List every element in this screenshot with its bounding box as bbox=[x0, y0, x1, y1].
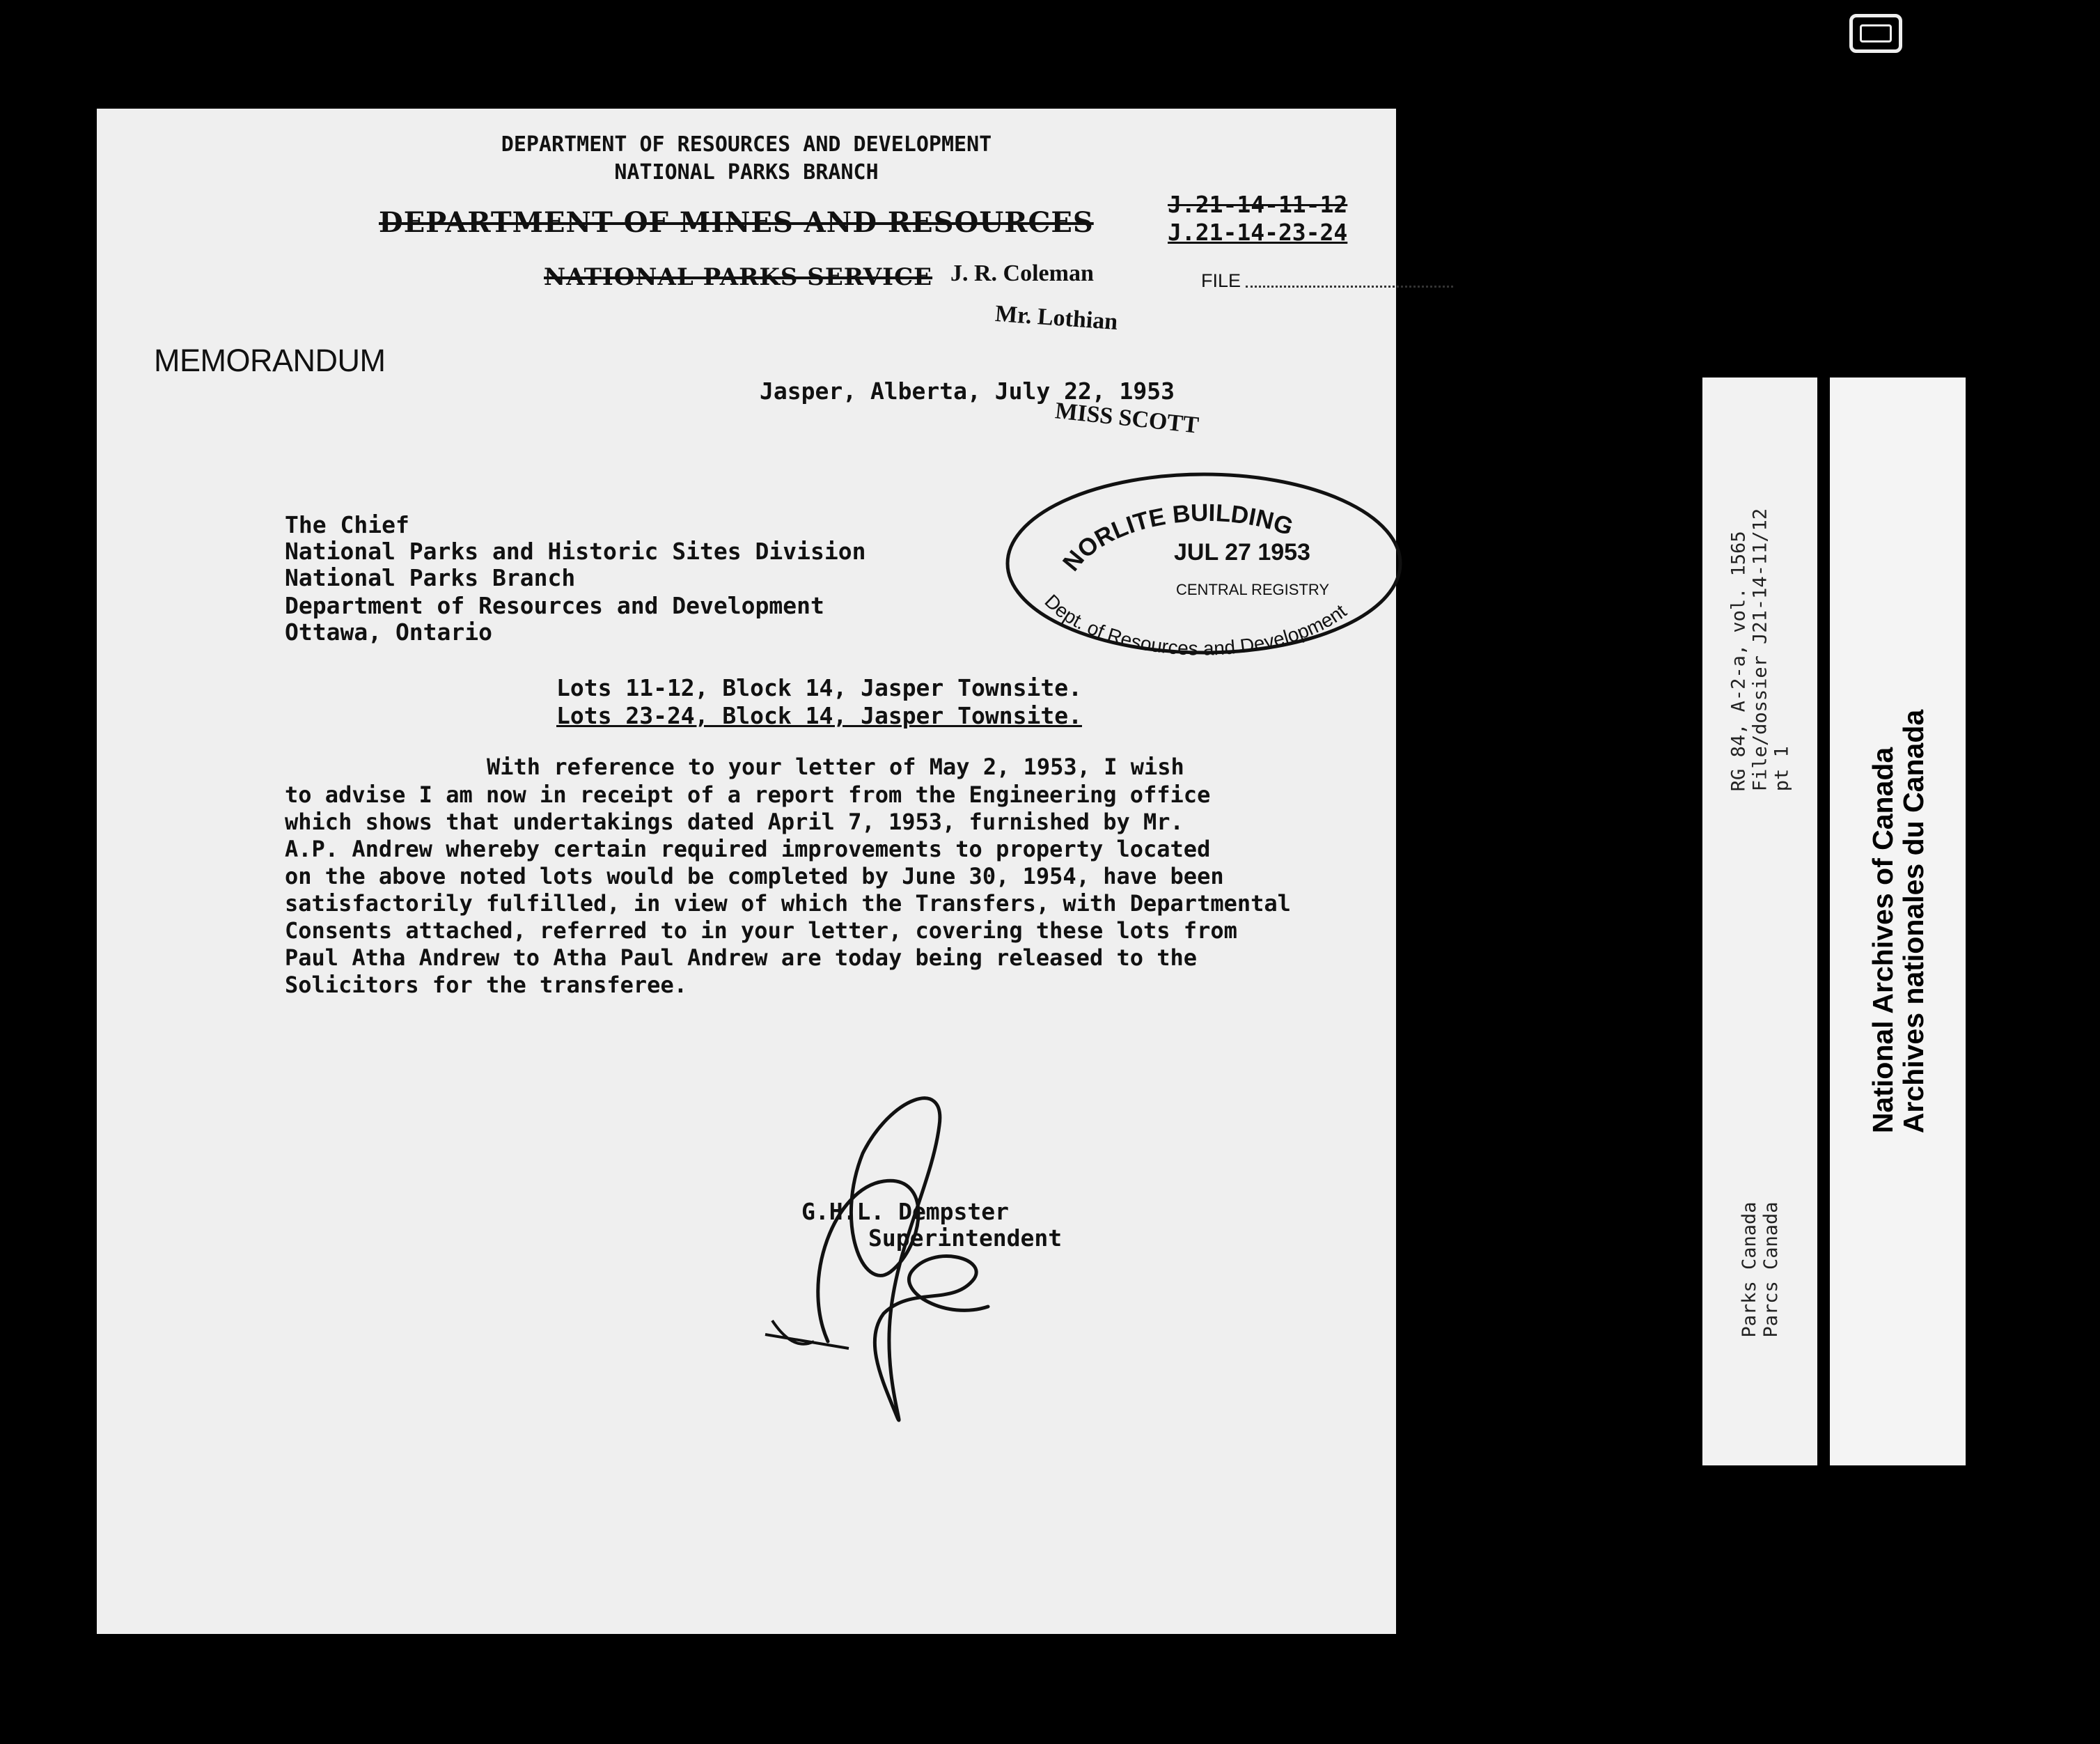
dateline: Jasper, Alberta, July 22, 1953 bbox=[760, 377, 1175, 405]
file-number: J.21-14-23-24 bbox=[1168, 219, 1348, 246]
addressee-line: Ottawa, Ontario bbox=[285, 618, 493, 646]
routing-note-lothian: Mr. Lothian bbox=[994, 300, 1119, 336]
body-line: Consents attached, referred to in your letter, covering these lots from bbox=[285, 917, 1237, 944]
body-line: A.P. Andrew whereby certain required improvements to property located bbox=[285, 836, 1211, 862]
subject-line: Lots 23-24, Block 14, Jasper Townsite. bbox=[556, 702, 1082, 729]
addressee-line: National Parks Branch bbox=[285, 564, 576, 591]
archive-reference-strip bbox=[1702, 377, 1817, 1465]
body-line: Paul Atha Andrew to Atha Paul Andrew are today being released to the bbox=[285, 944, 1198, 971]
struck-department-heading: DEPARTMENT OF MINES AND RESOURCES bbox=[379, 206, 1094, 239]
archive-institution-text: National Archives of Canada Archives nationales du Canada bbox=[1866, 709, 1929, 1134]
body-line: With reference to your letter of May 2, 1953, I wish bbox=[487, 754, 1184, 780]
branch-heading: NATIONAL PARKS BRANCH bbox=[614, 160, 879, 185]
signatory-name: G.H.L. Dempster bbox=[801, 1198, 1010, 1225]
subject-line: Lots 11-12, Block 14, Jasper Townsite. bbox=[556, 674, 1082, 701]
memo-title: MEMORANDUM bbox=[154, 343, 386, 378]
department-heading: DEPARTMENT OF RESOURCES AND DEVELOPMENT bbox=[501, 132, 992, 157]
corner-marker-icon bbox=[1849, 14, 1902, 53]
archive-agency-text: Parks Canada Parcs Canada bbox=[1738, 1201, 1782, 1338]
stamp-bottom-text: Dept. of Resources and Development bbox=[1040, 590, 1351, 660]
body-line: to advise I am now in receipt of a report from the Engineering office bbox=[285, 781, 1211, 808]
addressee-line: The Chief bbox=[285, 511, 409, 538]
archive-institution-strip bbox=[1830, 377, 1966, 1465]
stamp-date: JUL 27 1953 bbox=[1174, 539, 1310, 566]
registry-stamp bbox=[993, 462, 1414, 661]
routing-note-scott: MISS SCOTT bbox=[1053, 398, 1200, 439]
addressee-line: National Parks and Historic Sites Division bbox=[285, 538, 866, 565]
archive-reference-text: RG 84, A-2-a, vol. 1565 File/dossier J21-14-11/12 pt 1 bbox=[1727, 508, 1792, 791]
body-line: Solicitors for the transferee. bbox=[285, 972, 687, 998]
signatory-title: Superintendent bbox=[868, 1224, 1063, 1252]
struck-service-heading: NATIONAL PARKS SERVICE bbox=[544, 263, 933, 291]
stamp-top-text: NORLITE BUILDING bbox=[1057, 499, 1297, 577]
body-line: on the above noted lots would be completed by June 30, 1954, have been bbox=[285, 863, 1224, 889]
routing-note-coleman: J. R. Coleman bbox=[950, 260, 1094, 286]
file-dotted-line bbox=[1246, 286, 1453, 288]
body-line: which shows that undertakings dated April 7, 1953, furnished by Mr. bbox=[285, 809, 1184, 835]
file-label: FILE bbox=[1201, 270, 1241, 291]
addressee-line: Department of Resources and Development bbox=[285, 592, 824, 619]
memo-sheet bbox=[97, 109, 1396, 1634]
body-line: satisfactorily fulfilled, in view of which the Transfers, with Departmental bbox=[285, 890, 1291, 917]
stamp-central-registry: CENTRAL REGISTRY bbox=[1176, 581, 1330, 598]
file-number-struck: J.21-14-11-12 bbox=[1168, 191, 1348, 218]
